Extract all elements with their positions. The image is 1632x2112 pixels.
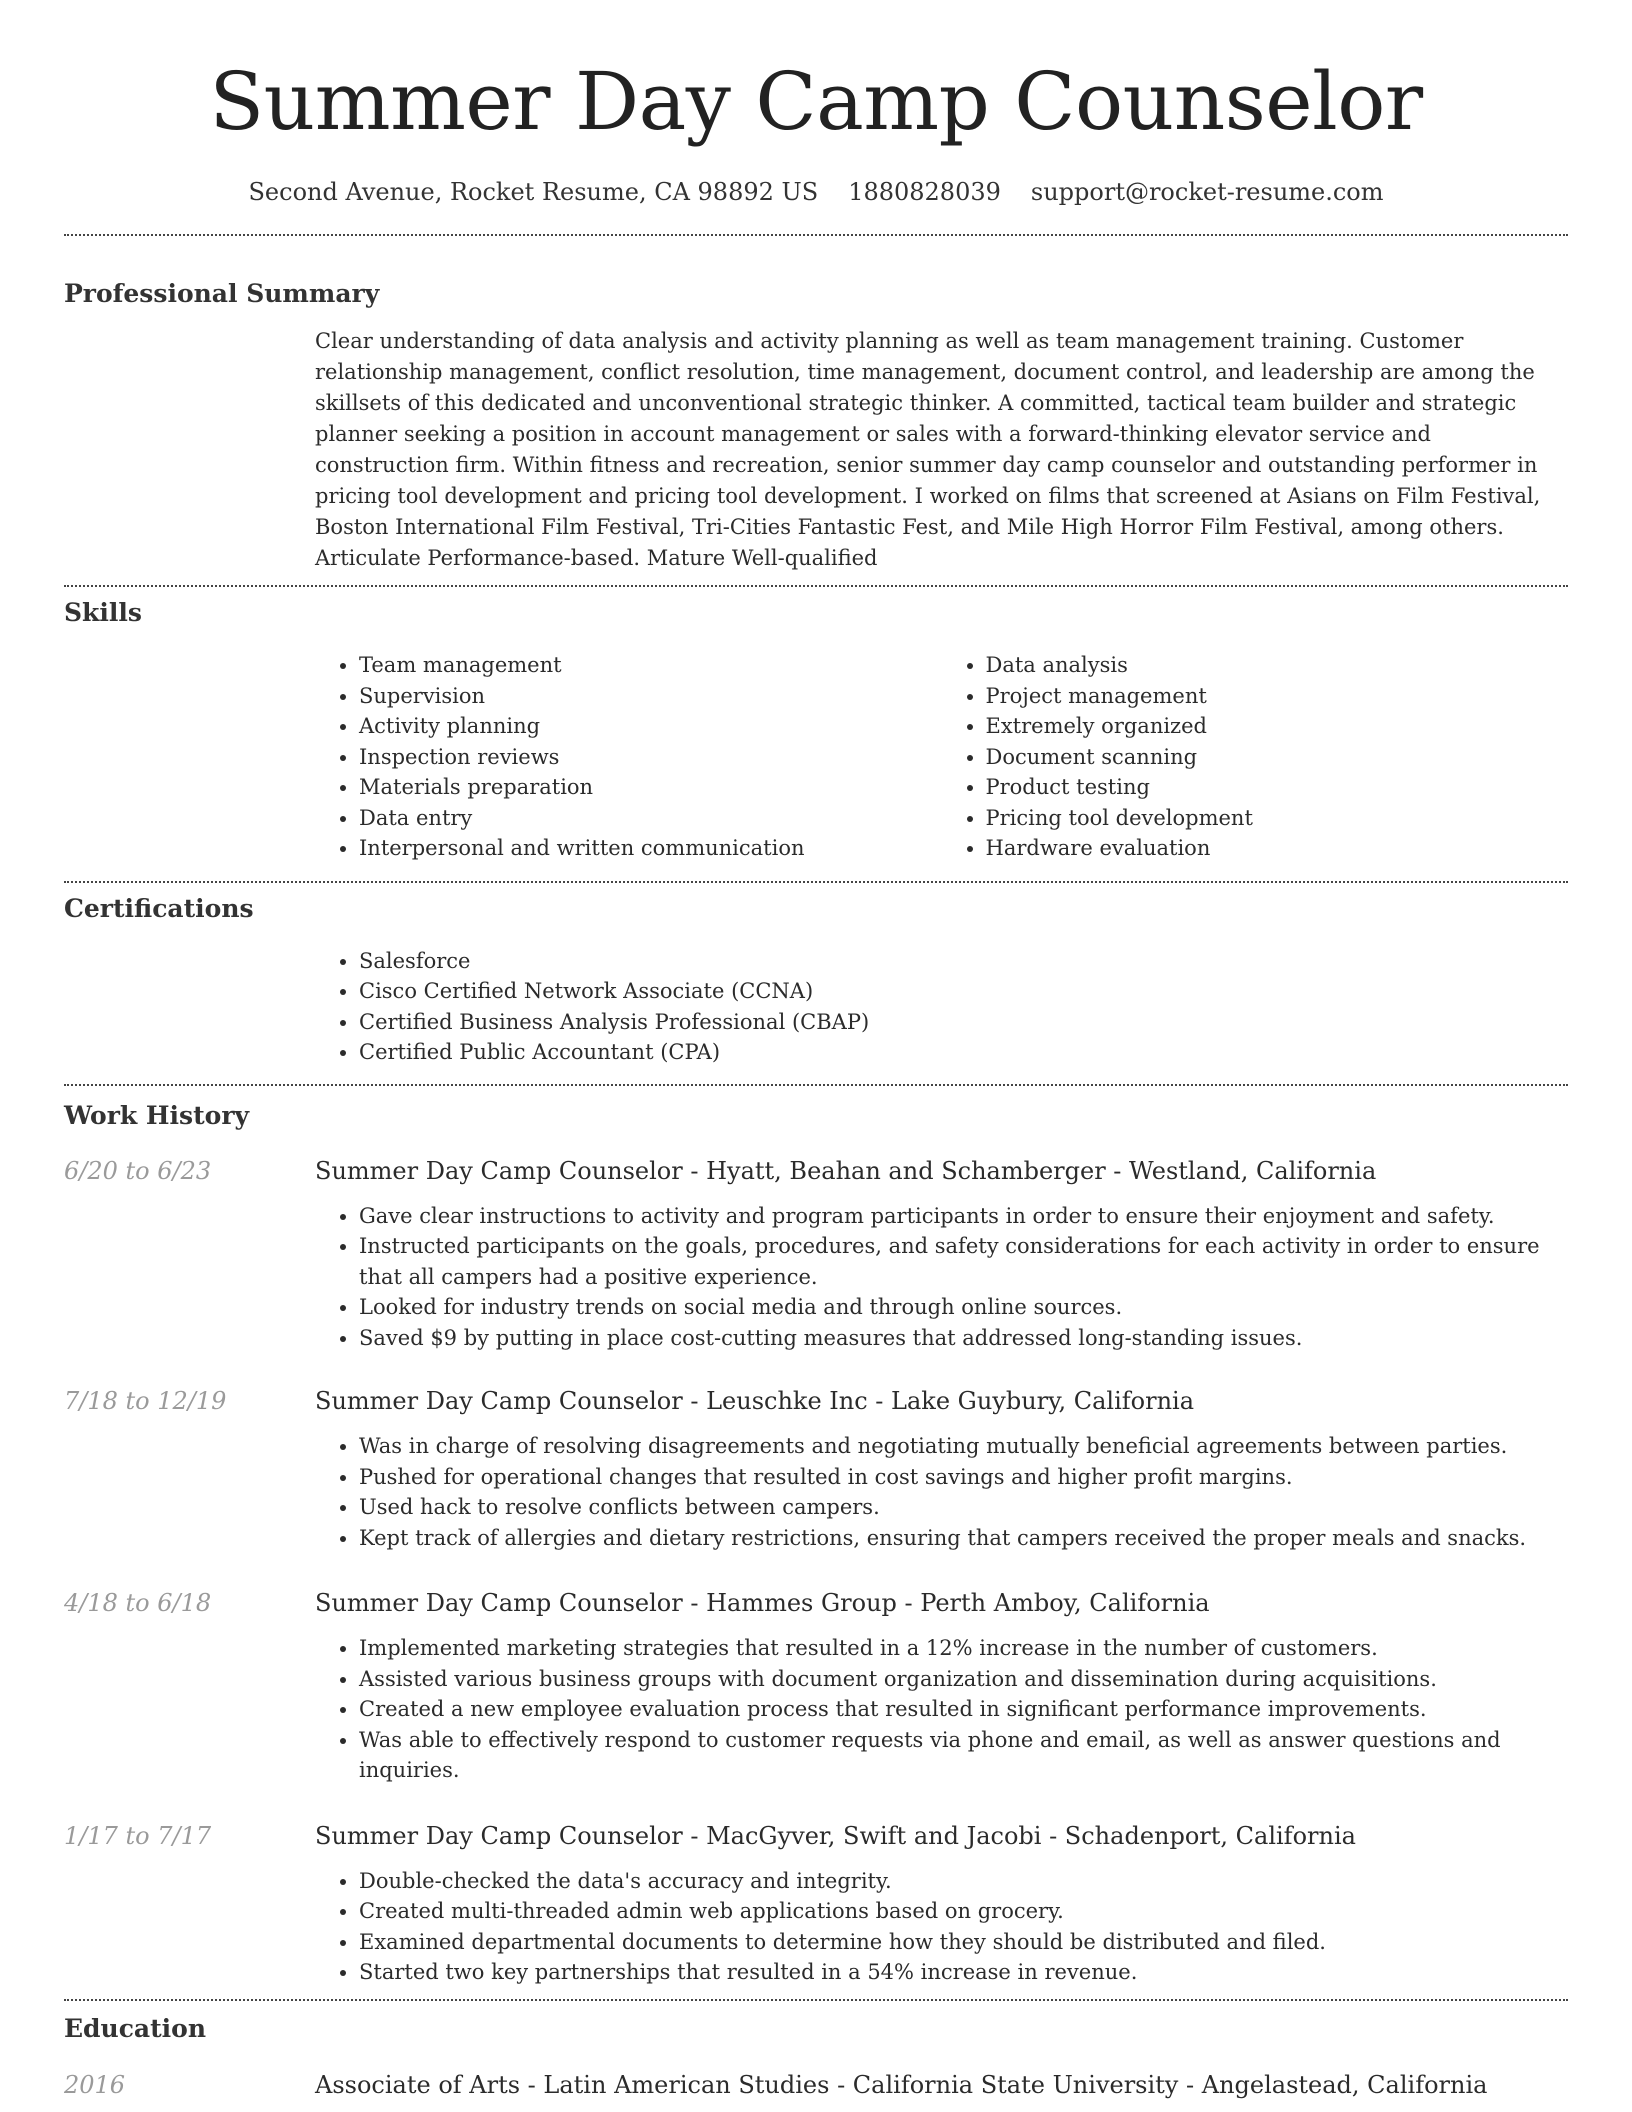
section-title: Work History bbox=[64, 1100, 250, 1130]
job-bullet: • Assisted various business groups with document organization and dissemination during acquisitions. bbox=[359, 1664, 1568, 1695]
email-link[interactable]: support@rocket-resume.com bbox=[1030, 178, 1384, 206]
job-bullet: • Created a new employee evaluation process that resulted in significant performance improvements. bbox=[359, 1694, 1568, 1725]
section-title: Education bbox=[64, 2013, 207, 2043]
skills-grid bbox=[315, 650, 1568, 881]
job-dates: 7/18 to 12/19 bbox=[64, 1387, 227, 1415]
skills-list-right bbox=[942, 650, 1569, 864]
job-bullets bbox=[315, 1201, 1568, 1354]
contact-line bbox=[64, 174, 1568, 210]
education-section bbox=[64, 2001, 1568, 2103]
job-bullet: • Instructed participants on the goals, procedures, and safety considerations for each activity in order to ensure that all campers had a positive experience. bbox=[359, 1231, 1568, 1292]
job-title: Summer Day Camp Counselor - Hyatt, Beahan and Schamberger - Westland, California bbox=[315, 1156, 1377, 1185]
job-entry bbox=[64, 1383, 1568, 1553]
job-bullets bbox=[315, 1866, 1568, 1988]
education-title: Associate of Arts - Latin American Studies - California State University - Angelastead, California bbox=[315, 2070, 1488, 2099]
job-dates: 1/17 to 7/17 bbox=[64, 1821, 212, 1850]
skill-item: • Product testing bbox=[986, 772, 1569, 803]
resume-page bbox=[64, 0, 1568, 2103]
job-details bbox=[315, 1585, 1568, 1786]
certification-item: • Certified Public Accountant (CPA) bbox=[359, 1037, 1568, 1068]
job-bullet: • Created multi-threaded admin web applications based on grocery. bbox=[359, 1896, 1568, 1927]
certifications-list bbox=[315, 946, 1568, 1068]
education-list bbox=[64, 2067, 1568, 2103]
job-entry bbox=[64, 1818, 1568, 1988]
skills-list-left bbox=[315, 650, 942, 864]
job-title: Summer Day Camp Counselor - MacGyver, Swift and Jacobi - Schadenport, California bbox=[315, 1821, 1356, 1850]
certification-item: • Salesforce bbox=[359, 946, 1568, 977]
phone: 1880828039 bbox=[848, 178, 1001, 206]
skill-item: • Team management bbox=[359, 650, 942, 681]
summary-section bbox=[64, 236, 1568, 585]
job-bullet: • Looked for industry trends on social media and through online sources. bbox=[359, 1292, 1568, 1323]
job-title: Summer Day Camp Counselor - Hammes Group - Perth Amboy, California bbox=[315, 1589, 1210, 1617]
job-title: Summer Day Camp Counselor - Leuschke Inc - Lake Guybury, California bbox=[315, 1387, 1195, 1415]
job-bullets bbox=[315, 1431, 1568, 1553]
job-bullet: • Saved $9 by putting in place cost-cutting measures that addressed long-standing issues. bbox=[359, 1323, 1568, 1354]
education-dates: 2016 bbox=[64, 2070, 126, 2099]
job-bullet: • Implemented marketing strategies that resulted in a 12% increase in the number of customers. bbox=[359, 1633, 1568, 1664]
candidate-name: Summer Day Camp Counselor bbox=[209, 55, 1423, 148]
job-entry bbox=[64, 1153, 1568, 1354]
job-bullets bbox=[315, 1633, 1568, 1786]
certifications-section bbox=[64, 883, 1568, 1084]
job-bullet: • Double-checked the data's accuracy and integrity. bbox=[359, 1866, 1568, 1897]
skill-item: • Activity planning bbox=[359, 711, 942, 742]
certification-item: • Certified Business Analysis Professional (CBAP) bbox=[359, 1007, 1568, 1038]
address: Second Avenue, Rocket Resume, CA 98892 US bbox=[248, 178, 819, 206]
skills-section bbox=[64, 587, 1568, 881]
skill-item: • Inspection reviews bbox=[359, 742, 942, 773]
job-bullet: • Was able to effectively respond to customer requests via phone and email, as well as answer questions and inquiries. bbox=[359, 1725, 1568, 1786]
jobs-list bbox=[64, 1153, 1568, 1999]
section-title: Certifications bbox=[64, 893, 254, 923]
skill-item: • Interpersonal and written communication bbox=[359, 833, 942, 864]
skill-item: • Data entry bbox=[359, 803, 942, 834]
job-dates: 6/20 to 6/23 bbox=[64, 1156, 212, 1185]
job-details bbox=[315, 1818, 1568, 1988]
job-details bbox=[315, 1153, 1568, 1354]
job-bullet: • Pushed for operational changes that resulted in cost savings and higher profit margins. bbox=[359, 1462, 1568, 1493]
certification-item: • Cisco Certified Network Associate (CCNA) bbox=[359, 976, 1568, 1007]
skill-item: • Supervision bbox=[359, 681, 942, 712]
job-bullet: • Examined departmental documents to determine how they should be distributed and filed. bbox=[359, 1927, 1568, 1958]
section-title: Skills bbox=[64, 598, 142, 627]
work-section bbox=[64, 1086, 1568, 1999]
job-bullet: • Used hack to resolve conflicts between campers. bbox=[359, 1492, 1568, 1523]
skill-item: • Project management bbox=[986, 681, 1569, 712]
job-dates: 4/18 to 6/18 bbox=[64, 1589, 212, 1617]
skill-item: • Materials preparation bbox=[359, 772, 942, 803]
section-title: Professional Summary bbox=[64, 279, 380, 308]
job-entry bbox=[64, 1585, 1568, 1786]
skill-item: • Hardware evaluation bbox=[986, 833, 1569, 864]
job-bullet: • Kept track of allergies and dietary restrictions, ensuring that campers received the proper meals and snacks. bbox=[359, 1523, 1568, 1554]
job-bullet: • Started two key partnerships that resulted in a 54% increase in revenue. bbox=[359, 1957, 1568, 1988]
job-bullet: • Was in charge of resolving disagreements and negotiating mutually beneficial agreements between parties. bbox=[359, 1431, 1568, 1462]
summary-text: Clear understanding of data analysis and activity planning as well as team management training. Customer relationship management, conflict resolution, time management, document control, and leadership are among the skillsets of this dedicated and unconventional strategic thinker. A committed, tactical team builder and strategic planner seeking a position in account management or sales with a forward-thinking elevator service and construction firm. Within fitness and recreation, senior summer day camp counselor and outstanding performer in pricing tool development and pricing tool development. I worked on films that screened at Asians on Film Festival, Boston International Film Festival, Tri-Cities Fantastic Fest, and Mile High Horror Film Festival, among others. Articulate Performance-based. Mature Well-qualified bbox=[315, 329, 1541, 570]
skill-item: • Pricing tool development bbox=[986, 803, 1569, 834]
skill-item: • Data analysis bbox=[986, 650, 1569, 681]
skill-item: • Document scanning bbox=[986, 742, 1569, 773]
education-entry bbox=[64, 2067, 1568, 2103]
skill-item: • Extremely organized bbox=[986, 711, 1569, 742]
job-bullet: • Gave clear instructions to activity and program participants in order to ensure their enjoyment and safety. bbox=[359, 1201, 1568, 1232]
job-details bbox=[315, 1383, 1568, 1553]
